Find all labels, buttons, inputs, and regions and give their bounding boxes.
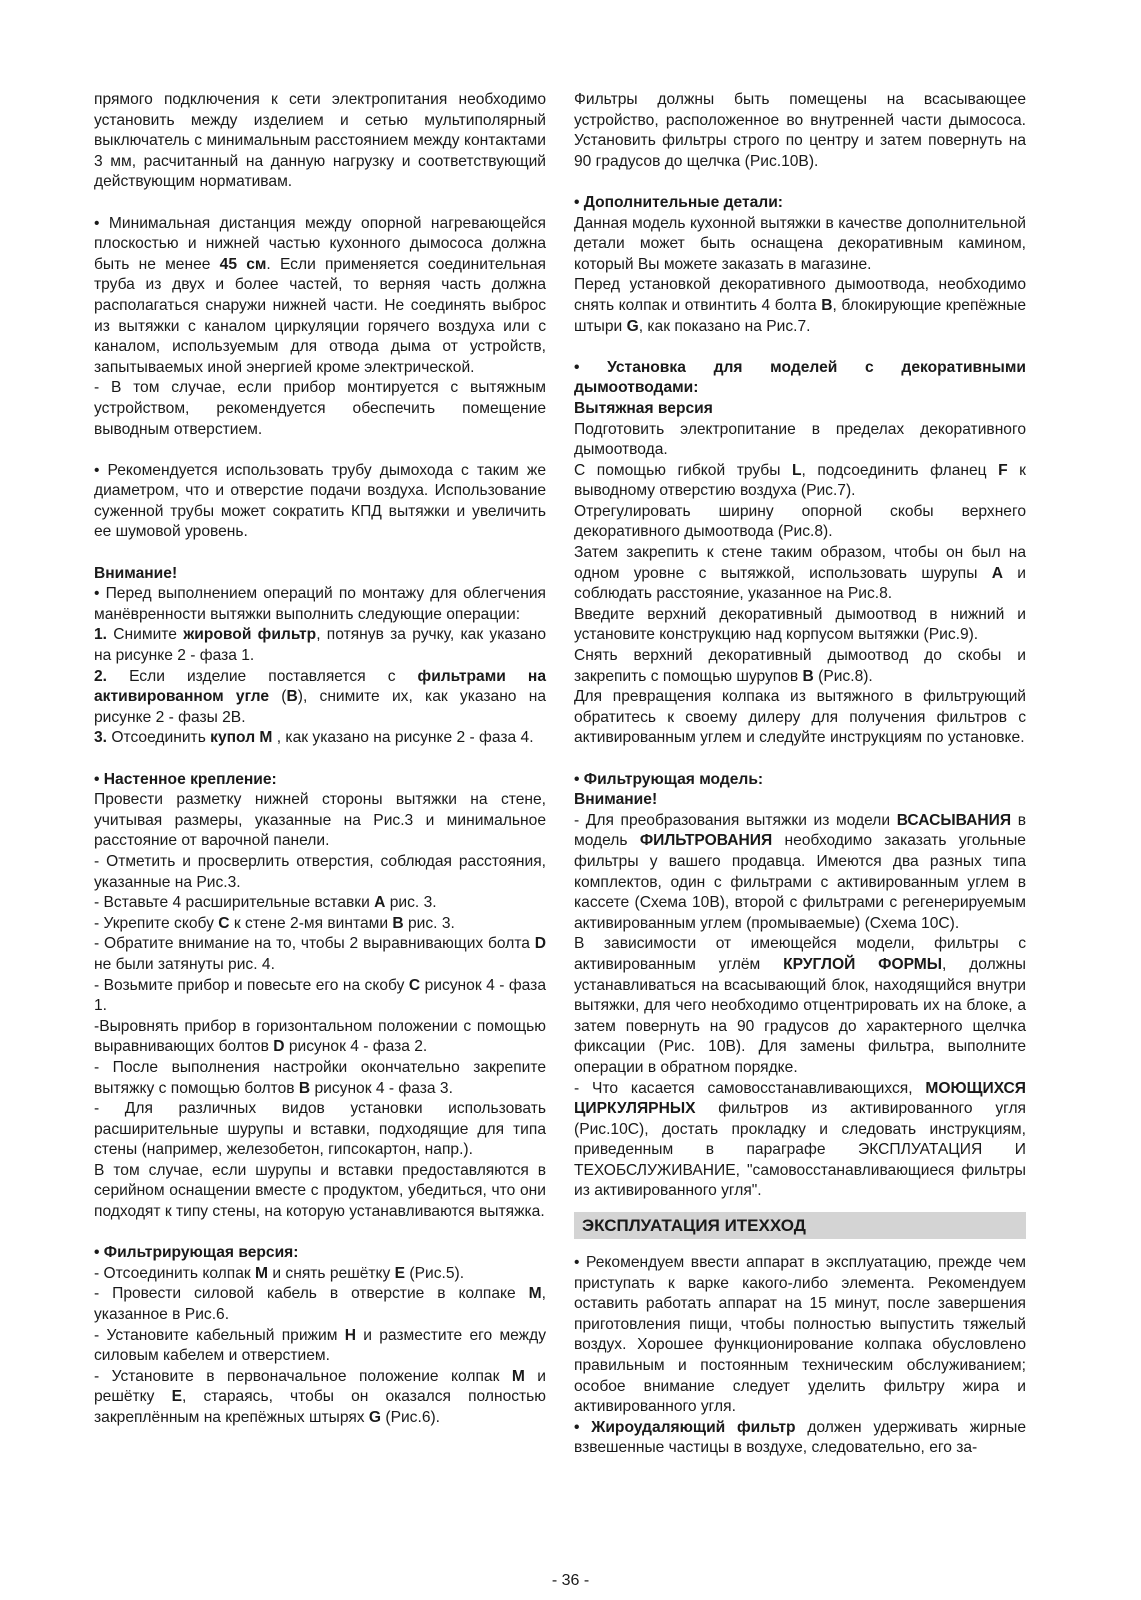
text-run: и снять решётку bbox=[268, 1264, 395, 1282]
section-heading: • Настенное крепление: bbox=[94, 770, 277, 788]
section-heading: • Фильтрующая модель: bbox=[574, 770, 764, 788]
bold-text-run: C bbox=[218, 914, 230, 932]
text-run: , как указано на рисунке 2 - фаза 4. bbox=[272, 729, 534, 747]
bold-text-run: M bbox=[255, 1264, 269, 1282]
section-heading: Вытяжная версия bbox=[574, 399, 713, 417]
section-banner: ЭКСПЛУАТАЦИЯ ИТЕХХОД bbox=[574, 1212, 1026, 1239]
body-paragraph: прямого подключения к сети электропитания необходимо установить между изделием и сетью мультиполярный выключатель с минимальным расстоянием между контактами 3 мм, расчитанный на данную нагрузку и соответствующий действующим нормативам. bbox=[94, 91, 546, 191]
text-run: Перед установкой декоративного дымоотвода, необходимо снять колпак и отвинтить 4 болта bbox=[574, 276, 1026, 314]
body-paragraph bbox=[94, 214, 546, 379]
bold-text-run: C bbox=[408, 976, 421, 994]
body-paragraph: Введите верхний декоративный дымоотвод в нижний и установите конструкцию над корпусом вытяжки (Рис.9). bbox=[574, 605, 1026, 644]
bold-text-run: G bbox=[368, 1409, 382, 1426]
body-paragraph bbox=[574, 543, 1026, 605]
text-run: Отсоединить bbox=[107, 729, 211, 747]
page-number: - 36 - bbox=[551, 1572, 590, 1589]
bold-text-run: фильтрами на активированном угле bbox=[94, 667, 546, 706]
text-run: ), снимите их, как указано на рисунке 2 - фазы 2B. bbox=[94, 688, 547, 726]
body-paragraph bbox=[94, 1367, 546, 1429]
text-run: - Установите в первоначальное положение колпак bbox=[94, 1367, 512, 1385]
text-run: , блокирующие крепёжные штыри bbox=[574, 296, 1026, 335]
bold-text-run: • Жироудаляющий фильтр bbox=[574, 1418, 796, 1436]
text-run: должен удерживать жирные взвешенные частицы в воздухе, следовательно, его за- bbox=[574, 1418, 1027, 1457]
bold-text-run: M bbox=[511, 1367, 525, 1385]
section-heading: Внимание! bbox=[94, 564, 178, 582]
text-run: и соблюдать расстояние, указанное на Рис.8. bbox=[574, 564, 1026, 603]
text-run: -Выровнять прибор в горизонтальном положении с помощью выравнивающих болтов bbox=[94, 1017, 546, 1056]
body-paragraph: - В том случае, если прибор монтируется с вытяжным устройством, рекомендуется обеспечить помещение выводным отверстием. bbox=[94, 379, 546, 438]
bold-text-run: КРУГЛОЙ ФОРМЫ bbox=[783, 955, 943, 973]
section-heading: Внимание! bbox=[574, 791, 658, 809]
bold-text-run: 1. bbox=[94, 626, 108, 644]
body-paragraph bbox=[574, 934, 1026, 1078]
text-run: ( bbox=[269, 688, 287, 706]
text-run: (Рис.8). bbox=[813, 667, 873, 685]
body-paragraph: Отрегулировать ширину опорной скобы верхнего декоративного дымоотвода (Рис.8). bbox=[574, 502, 1026, 541]
text-run: рис. 3. bbox=[403, 914, 455, 932]
body-paragraph: Фильтры должны быть помещены на всасывающее устройство, расположенное во внутренней части дымососа. Установить фильтры строго по центру и затем повернуть на 90 градусов до щелчка (Рис.10B). bbox=[574, 91, 1026, 170]
text-run: к стене 2-мя винтами bbox=[229, 914, 393, 932]
bold-text-run: D bbox=[534, 935, 546, 953]
body-paragraph bbox=[94, 728, 546, 749]
bold-text-run: B bbox=[821, 296, 833, 314]
bold-text-run: 3. bbox=[94, 729, 108, 747]
paragraph-spacer bbox=[94, 193, 546, 214]
text-run: и разместите его между силовым кабелем и отверстием. bbox=[94, 1326, 547, 1365]
bold-text-run: 45 см bbox=[219, 255, 267, 273]
paragraph-spacer bbox=[94, 543, 546, 564]
bold-text-run: ВСАСЫВАНИЯ bbox=[896, 811, 1012, 829]
bold-text-run: B bbox=[286, 688, 298, 706]
body-paragraph bbox=[574, 1418, 1026, 1459]
section-heading: • Установка для моделей с декоративными дымоотводами: bbox=[574, 358, 1026, 397]
text-run: - Возьмите прибор и повесьте его на скобу bbox=[94, 976, 409, 994]
paragraph-spacer bbox=[574, 172, 1026, 193]
text-run: , как показано на Рис.7. bbox=[638, 317, 811, 335]
text-run: - Что касается самовосстанавливающихся, bbox=[574, 1079, 926, 1097]
text-run: - Отсоединить колпак bbox=[94, 1264, 256, 1282]
body-paragraph bbox=[94, 667, 546, 729]
section-heading: • Фильтрирующая версия: bbox=[94, 1244, 299, 1262]
text-run: Снять верхний декоративный дымоотвод до скобы и закрепить с помощью шурупов bbox=[574, 647, 1026, 685]
bold-text-run: G bbox=[626, 317, 639, 335]
text-run: - После выполнения настройки окончательно закрепите вытяжку с помощью болтов bbox=[94, 1058, 546, 1097]
text-run: в модель bbox=[574, 811, 1026, 850]
bold-text-run: M bbox=[528, 1285, 542, 1303]
body-paragraph bbox=[94, 934, 546, 975]
section-heading: • Дополнительные детали: bbox=[574, 193, 783, 211]
body-paragraph: Подготовить электропитание в пределах декоративного дымоотвода. bbox=[574, 420, 1026, 459]
body-paragraph bbox=[94, 1264, 546, 1285]
text-run: - Провести силовой кабель в отверстие в колпаке bbox=[94, 1285, 529, 1303]
body-paragraph: • Рекомендуем ввести аппарат в эксплуатацию, прежде чем приступать к варке какого-либо элемента. Рекомендуем оставить работать аппарат на 15 минут, после завершения приготовления пищи, чтобы полностью выпустить тяжелый воздух. Хорошее функционирование колпака обусловлено правильным и постоянным техническим обслуживанием; особое внимание следует уделить фильтру жира и активированного угля. bbox=[574, 1254, 1026, 1416]
text-run: • Минимальная дистанция между опорной нагревающейся плоскостью и нижней частью кухонного дымососа должна быть не менее bbox=[94, 214, 546, 273]
text-run: - Установите кабельный прижим bbox=[94, 1326, 345, 1344]
bold-text-run: B bbox=[392, 914, 404, 932]
left-column bbox=[94, 90, 546, 1429]
body-paragraph: Данная модель кухонной вытяжки в качестве дополнительной детали может быть оснащена декоративным камином, который Вы можете заказать в магазине. bbox=[574, 214, 1026, 273]
text-run: не были затянуты рис. 4. bbox=[94, 955, 275, 973]
text-run: - Обратите внимание на то, чтобы 2 выравнивающих болта bbox=[94, 935, 535, 953]
body-paragraph bbox=[94, 1284, 546, 1325]
text-run: , должны устанавливаться на всасывающий блок, находящийся внутри вытяжки, для чего необходимо отцентрировать их на блоке, а затем повернуть на 90 градусов до характерного щелчка фиксации (Рис. 10B). Для замены фильтра, выполните операции в обратном порядке. bbox=[574, 955, 1026, 1076]
bold-text-run: E bbox=[394, 1264, 406, 1282]
body-paragraph: В том случае, если шурупы и вставки предоставляются в серийном оснащении вместе с продуктом, убедиться, что они подходят к типу стены, на которую устанавливаются вытяжка. bbox=[94, 1161, 546, 1221]
text-run: - Укрепите скобу bbox=[94, 914, 219, 932]
bold-text-run: жировой фильтр bbox=[183, 626, 317, 644]
body-paragraph: Для превращения колпака из вытяжного в фильтрующий обратитесь к своему дилеру для получения фильтров с активированным углем и следуйте инструкциям по установке. bbox=[574, 688, 1026, 747]
bold-text-run: F bbox=[998, 461, 1008, 479]
body-paragraph: - Отметить и просверлить отверстия, соблюдая расстояния, указанные на Рис.3. bbox=[94, 852, 546, 891]
text-run: С помощью гибкой трубы bbox=[574, 461, 792, 479]
body-paragraph bbox=[94, 625, 546, 666]
text-run: необходимо заказать угольные фильтры у вашего продавца. Имеются два разных типа комплектов, один с фильтрами с активированным углем в кассете (Схема 10B), второй с фильтрами с регенерируемым активированным углем (промываемые) (Схема 10C). bbox=[574, 832, 1026, 932]
body-paragraph: • Перед выполнением операций по монтажу для облегчения манёвренности вытяжки выполнить следующие операции: bbox=[94, 585, 546, 623]
bold-text-run: H bbox=[344, 1326, 356, 1344]
paragraph-spacer bbox=[94, 440, 546, 461]
bold-text-run: ФИЛЬТРОВАНИЯ bbox=[639, 832, 773, 850]
text-run: (Рис.6). bbox=[381, 1409, 441, 1426]
text-run: Если изделие поставляется с bbox=[107, 667, 418, 685]
body-paragraph bbox=[574, 646, 1026, 687]
body-paragraph bbox=[574, 1079, 1026, 1203]
bold-text-run: B bbox=[298, 1079, 311, 1097]
text-run: рисунок 4 - фаза 1. bbox=[94, 976, 546, 1015]
paragraph-spacer bbox=[574, 337, 1026, 358]
bold-text-run: D bbox=[273, 1038, 285, 1056]
text-run: рис. 3. bbox=[385, 894, 437, 912]
body-paragraph bbox=[94, 1058, 546, 1099]
body-paragraph bbox=[574, 275, 1026, 337]
bold-text-run: B bbox=[802, 667, 814, 685]
body-paragraph bbox=[94, 1326, 546, 1367]
text-run: В зависимости от имеющейся модели, фильтры с активированным углём bbox=[574, 935, 1026, 973]
text-run: - Вставьте 4 расширительные вставки bbox=[94, 894, 375, 912]
text-run: к выводному отверстию воздуха (Рис.7). bbox=[574, 461, 1026, 500]
bold-text-run: L bbox=[791, 461, 802, 479]
body-paragraph bbox=[94, 914, 546, 935]
text-run: , потянув за ручку, как указано на рисунке 2 - фаза 1. bbox=[94, 626, 546, 665]
bold-text-run: купол M bbox=[210, 729, 273, 747]
bold-text-run: A bbox=[991, 564, 1003, 582]
paragraph-spacer bbox=[574, 749, 1026, 770]
text-run: , указанное в Рис.6. bbox=[94, 1285, 546, 1324]
paragraph-spacer bbox=[94, 1223, 546, 1244]
text-run: рисунок 4 - фаза 2. bbox=[284, 1038, 428, 1056]
bold-text-run: 2. bbox=[94, 667, 108, 685]
body-paragraph bbox=[94, 893, 546, 914]
text-run: рисунок 4 - фаза 3. bbox=[310, 1079, 453, 1097]
body-paragraph: Провести разметку нижней стороны вытяжки на стене, учитывая размеры, указанные на Рис.3 и минимальное расстояние от варочной панели. bbox=[94, 791, 546, 850]
bold-text-run: E bbox=[171, 1388, 182, 1406]
text-run: , подсоединить фланец bbox=[801, 461, 999, 479]
paragraph-spacer bbox=[94, 749, 546, 770]
body-paragraph bbox=[574, 461, 1026, 502]
text-run: (Рис.5). bbox=[405, 1264, 465, 1282]
text-run: , стараясь, чтобы он оказался полностью закреплённым на крепёжных штырях bbox=[94, 1388, 547, 1426]
bold-text-run: МОЮЩИХСЯ ЦИРКУЛЯРНЫХ bbox=[574, 1079, 1026, 1118]
body-paragraph bbox=[94, 976, 546, 1017]
bold-text-run: A bbox=[374, 894, 386, 912]
text-run: Затем закрепить к стене таким образом, чтобы он был на одном уровне с вытяжкой, использовать шурупы bbox=[574, 544, 1026, 582]
text-run: - Для преобразования вытяжки из модели bbox=[574, 811, 897, 829]
text-run: . Если применяется соединительная труба из двух и более частей, то верняя часть должна располагаться снаружи нижней части. Не соединять выброс из вытяжки с каналом циркуляции горячего воздуха или с каналом, используемым для отвода дыма от устройств, запытываемых иной энергией кроме электрической. bbox=[94, 255, 547, 376]
body-paragraph bbox=[94, 1017, 546, 1058]
body-paragraph: • Рекомендуется использовать трубу дымохода с таким же диаметром, что и отверстие подачи воздуха. Использование суженной трубы может сократить КПД вытяжки и увеличить ее шумовой уровень. bbox=[94, 461, 546, 541]
text-run: фильтров из активированного угля (Рис.10C), достать прокладку и следовать инструкциям, приведенным в параграфе ЭКСПЛУАТАЦИЯ И ТЕХОБСЛУЖИВАНИЕ, "самовосстанавливающиеся фильтры из активированного угля". bbox=[574, 1100, 1026, 1200]
right-column bbox=[574, 90, 1026, 1459]
text-run: и решётку bbox=[94, 1367, 546, 1406]
body-paragraph bbox=[574, 811, 1026, 935]
body-paragraph: - Для различных видов установки использовать расширительные шурупы и вставки, подходящие для типа стены (например, железобетон, гипсокартон, напр.). bbox=[94, 1100, 546, 1159]
text-run: Снимите bbox=[107, 626, 184, 644]
